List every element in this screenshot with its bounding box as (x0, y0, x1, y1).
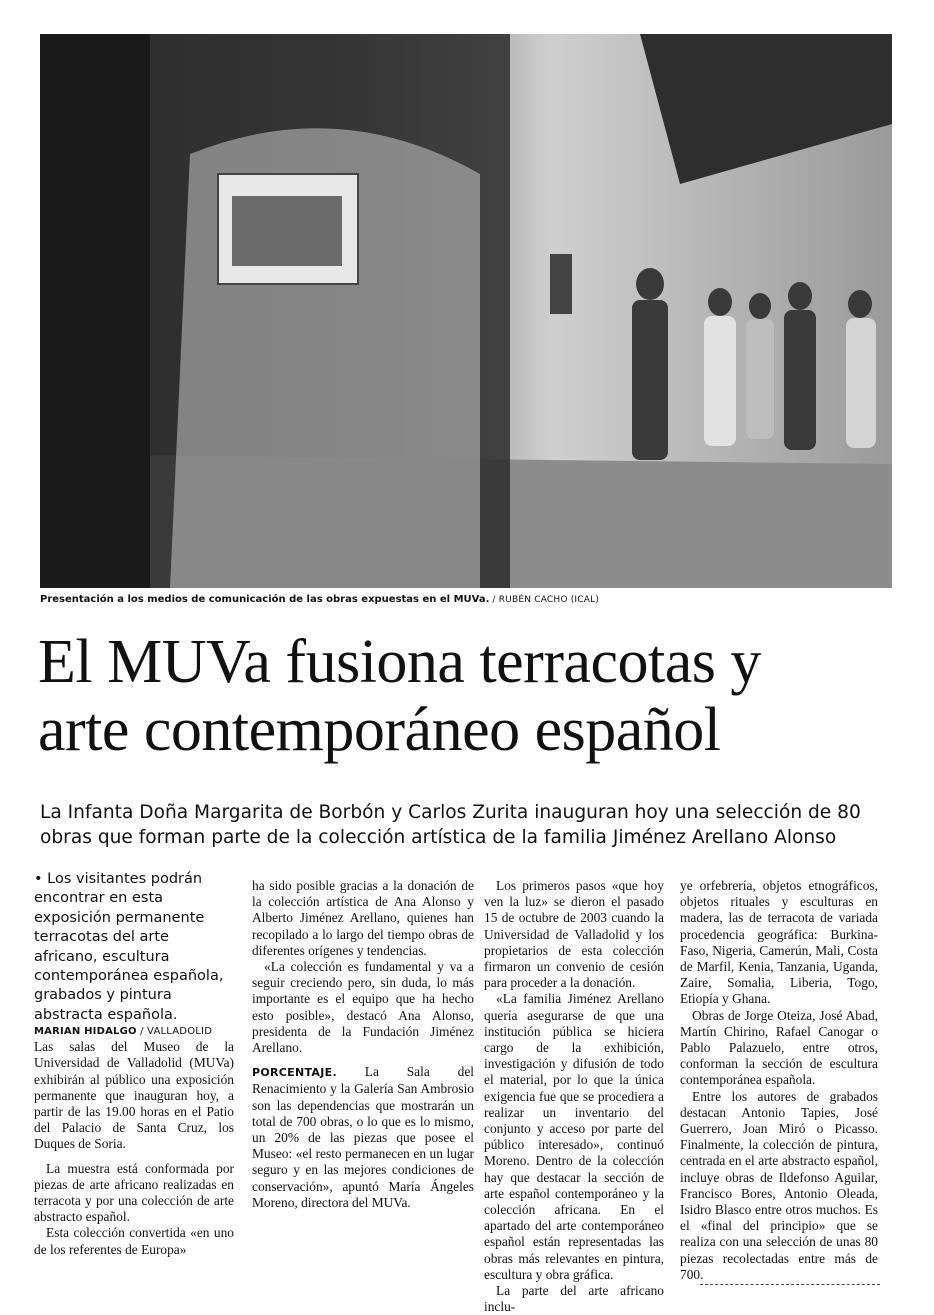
byline-city: / VALLADOLID (136, 1026, 213, 1038)
news-photo (40, 34, 892, 588)
summary-bullet: • Los visitantes podrán encontrar en esta exposición permanente terracotas del arte africano, escultura contemporánea española, grabados y pintura abstracta española. (34, 871, 224, 1023)
subhead-line-2: obras que forman parte de la colección artística de la familia Jiménez Arellano Alonso (40, 827, 837, 848)
byline (34, 1025, 234, 1039)
paragraph: «La familia Jiménez Arellano quería asegurarse de que una institución pública se hiciera cargo de la exhibición, investigación y difusión de todo el material, por lo que la única exigencia fue que se procediera a realizar un inventario del conjunto y acceso por parte del público interesado», continuó Moreno. Dentro de la colección hay que destacar la sección de arte español contemporáneo y la colección africana. En el apartado del arte contemporáneo español están representadas las obras más relevantes en pintura, escultura y obra gráfica. (484, 991, 664, 1282)
paragraph-text: La Sala del Renacimiento y la Galería San Ambrosio son las dependencias que mostrarán un total de 700 obras, o lo que es lo mismo, un 20% de las piezas que posee el Museo: «el resto permanecen en un lugar seguro y en las mejores condiciones de conservación», apuntó María Ángeles Moreno, directora del MUVa. (252, 1064, 474, 1210)
section-lead: PORCENTAJE. (252, 1066, 337, 1080)
exhibition-photo (40, 34, 892, 588)
headline-line-1: El MUVa fusiona terracotas y (38, 628, 761, 696)
paragraph: La muestra está conformada por piezas de arte africano realizadas en terracota y por una colección de arte abstracto español. (34, 1160, 234, 1225)
subhead-line-1: La Infanta Doña Margarita de Borbón y Carlos Zurita inauguran hoy una selección de 80 (40, 802, 861, 823)
article-column-3 (484, 878, 664, 1315)
paragraph (252, 1064, 474, 1211)
paragraph: Obras de Jorge Oteiza, José Abad, Martín Chirino, Rafael Canogar o Pablo Palazuelo, entre otros, conforman la sección de escultura contemporánea española. (680, 1007, 878, 1088)
headline (38, 628, 918, 764)
caption-text: Presentación a los medios de comunicación de las obras expuestas en el MUVa. (40, 594, 490, 605)
paragraph: Las salas del Museo de la Universidad de Valladolid (MUVa) exhibirán al público una exposición permanente que inauguran hoy, a partir de las 19.00 horas en el Patio del Palacio de Santa Cruz, los Duques de Soria. (34, 1039, 234, 1152)
paragraph: Entre los autores de grabados destacan Antonio Tapies, José Guerrero, Joan Miró o Picasso. Finalmente, la colección de pintura, centrada en el arte abstracto español, incluye obras de Ildefonso Aguilar, Francisco Bores, Antonio Oleada, Isidro Blasco entre otros muchos. Es el «final del principio» que se realiza con una selección de unas 80 piezas recolectadas entre más de 700. (680, 1088, 878, 1282)
paragraph: Los primeros pasos «que hoy ven la luz» se dieron el pasado 15 de octubre de 2003 cuando la Universidad de Valladolid y los propietarios de esta colección firmaron un convenio de cesión para proceder a la donación. (484, 878, 664, 991)
article-column-4 (680, 878, 878, 1283)
bottom-rule (700, 1284, 880, 1285)
subheadline (40, 800, 920, 850)
paragraph: Esta colección convertida «en uno de los referentes de Europa» (34, 1225, 234, 1257)
article-column-2 (252, 878, 474, 1211)
paragraph: La parte del arte africano inclu- (484, 1283, 664, 1315)
paragraph: ha sido posible gracias a la donación de la colección artística de Ana Alonso y Alberto Jiménez Arellano, quienes han recopilado a lo largo del tiempo obras de diferentes orígenes y tendencias. (252, 878, 474, 958)
headline-line-2: arte contemporáneo español (38, 696, 721, 764)
paragraph: «La colección es fundamental y va a seguir creciendo pero, sin duda, lo más importante es el equipo que ha hecho esto posible», destacó Ana Alonso, presidenta de la Fundación Jiménez Arellano. (252, 959, 474, 1056)
paragraph: ye orfebrería, objetos etnográficos, objetos rituales y esculturas en madera, las de terracota de variada procedencia geográfica: Burkina-Faso, Nigeria, Camerún, Mali, Costa de Marfil, Kenia, Tanzania, Uganda, Zaire, Somalia, Liberia, Togo, Etiopía y Ghana. (680, 878, 878, 1007)
photo-caption (40, 594, 900, 605)
article-column-1 (34, 870, 234, 1258)
photo-credit: / RUBÉN CACHO (ICAL) (489, 595, 600, 605)
byline-author: MARIAN HIDALGO (34, 1026, 137, 1038)
